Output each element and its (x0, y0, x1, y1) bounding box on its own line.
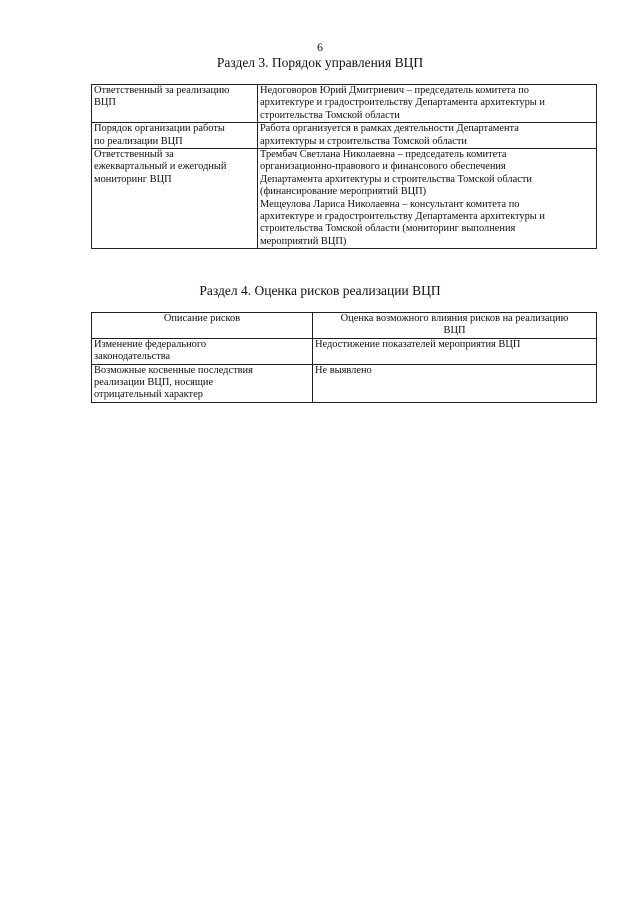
risk-impact-cell (313, 364, 597, 402)
risk-impact-cell (313, 338, 597, 364)
risk-table (91, 312, 597, 403)
cell-line: строительства Томской области (260, 109, 400, 121)
header-risk-description (92, 313, 313, 339)
row-label-organization (92, 123, 258, 149)
cell-line: ежеквартальный и ежегодный (94, 161, 227, 173)
row-value-organization (258, 123, 597, 149)
row-label-responsible (92, 85, 258, 123)
cell-line: мониторинг ВЦП (94, 173, 172, 185)
cell-line: Ответственный за (94, 149, 174, 161)
management-table (91, 84, 597, 249)
cell-line: ВЦП (443, 325, 466, 337)
cell-line: строительства Томской области (мониторинг выполнения (260, 223, 516, 235)
header-risk-impact (313, 313, 597, 339)
section-3-title: Раздел 3. Порядок управления ВЦП (216, 55, 424, 70)
cell-line: Трембач Светлана Николаевна – председатель комитета (260, 149, 507, 161)
row-value-monitoring (258, 149, 597, 249)
cell-line: Не выявлено (315, 364, 372, 376)
cell-line: Порядок организации работы (94, 123, 225, 135)
row-label-monitoring (92, 149, 258, 249)
table-row (92, 338, 597, 364)
cell-line: Описание рисков (163, 313, 241, 324)
table-row (92, 123, 597, 149)
cell-line: архитектуре и градостроительству Департамента архитектуры и (260, 97, 545, 109)
section-4-title: Раздел 4. Оценка рисков реализации ВЦП (199, 283, 441, 298)
cell-line: Недоговоров Юрий Дмитриевич – председатель комитета по (260, 85, 529, 96)
cell-line: законодательства (94, 351, 171, 363)
cell-line: архитектуре и градостроительству Департамента архитектуры и (260, 211, 545, 223)
cell-line: (финансирование мероприятий ВЦП) (260, 186, 427, 198)
row-value-responsible (258, 85, 597, 123)
table-row (92, 85, 597, 123)
risk-description-cell (92, 338, 313, 364)
risk-description-cell (92, 364, 313, 402)
cell-line: Департамента архитектуры и строительства Томской области (260, 173, 532, 185)
cell-line: отрицательный характер (94, 389, 203, 401)
cell-line: архитектуры и строительства Томской области (260, 135, 467, 147)
cell-line: реализации ВЦП, носящие (94, 377, 214, 389)
cell-line: мероприятий ВЦП) (260, 235, 347, 247)
cell-line: Мещеулова Лариса Николаевна – консультант комитета по (260, 198, 520, 210)
cell-line: Оценка возможного влияния рисков на реализацию (340, 313, 569, 324)
cell-line: ВЦП (94, 97, 116, 109)
cell-line: Ответственный за реализацию (94, 85, 230, 96)
table-row (92, 149, 597, 249)
cell-line: по реализации ВЦП (94, 135, 183, 147)
cell-line: Недостижение показателей мероприятия ВЦП (315, 338, 521, 350)
table-header-row (92, 313, 597, 339)
cell-line: организационно-правового и финансового обеспечения (260, 161, 506, 173)
table-row (92, 364, 597, 402)
cell-line: Изменение федерального (94, 338, 207, 350)
page-number: 6 (317, 40, 323, 54)
cell-line: Работа организуется в рамках деятельности Департамента (260, 123, 519, 135)
cell-line: Возможные косвенные последствия (94, 364, 253, 376)
